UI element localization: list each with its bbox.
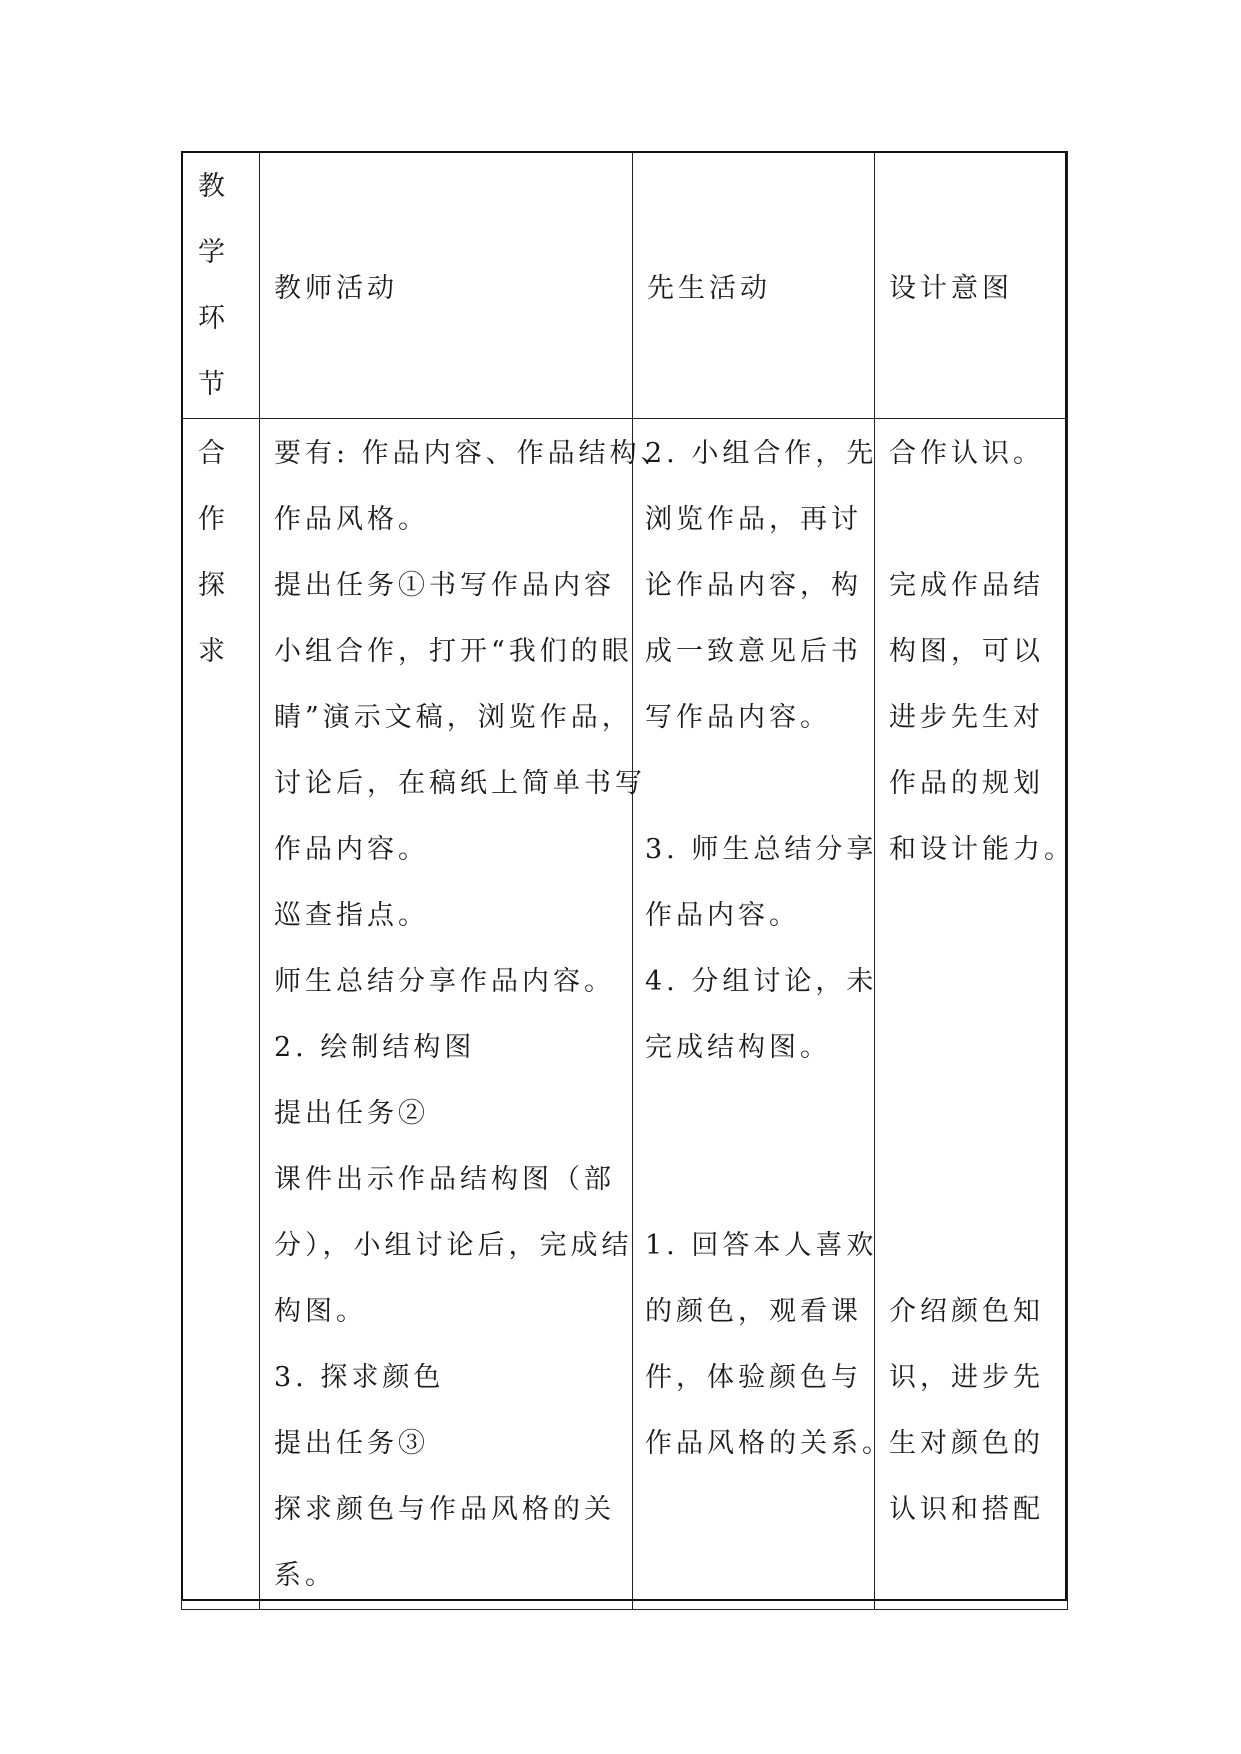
teacher-line: 作品风格。 <box>274 504 429 535</box>
header-stage-char: 学 <box>198 237 229 268</box>
teacher-line: 提出任务①书写作品内容 <box>274 570 615 601</box>
header-teacher-label: 教师活动 <box>274 272 398 304</box>
teacher-line: 系。 <box>274 1560 336 1591</box>
student-line: 的颜色，观看课 <box>645 1296 862 1327</box>
student-block-2 <box>645 817 878 1081</box>
header-teacher-cell <box>260 152 633 419</box>
header-stage-char: 节 <box>198 369 229 400</box>
teacher-line: 作品内容。 <box>274 834 429 865</box>
student-line: 作品风格的关系。 <box>645 1428 893 1459</box>
teacher-line: 睛”演示文稿，浏览作品， <box>274 702 633 733</box>
student-line: 2. 小组合作，先 <box>645 438 878 469</box>
student-line: 件，体验颜色与 <box>645 1362 862 1393</box>
teacher-line: 分），小组讨论后，完成结 <box>274 1230 633 1261</box>
stage-label <box>182 419 259 685</box>
teacher-line: 提出任务③ <box>274 1428 429 1459</box>
teacher-line: 探求颜色与作品风格的关 <box>274 1494 615 1525</box>
body-row <box>182 419 1068 1610</box>
design-cell <box>875 419 1075 1610</box>
student-line: 成一致意见后书 <box>645 636 862 667</box>
student-activity-text <box>633 419 893 1477</box>
teacher-line: 要有: 作品内容、作品结构、 <box>274 438 672 469</box>
stage-char: 求 <box>198 636 229 667</box>
student-line: 作品内容。 <box>645 900 800 931</box>
teacher-line: 小组合作，打开“我们的眼 <box>274 636 633 667</box>
header-student-cell <box>633 152 875 419</box>
stage-cell <box>182 419 260 1610</box>
teacher-line: 提出任务② <box>274 1098 429 1129</box>
design-line: 构图，可以 <box>889 636 1044 667</box>
header-stage-char: 环 <box>198 303 229 334</box>
student-line: 论作品内容，构 <box>645 570 862 601</box>
teacher-line: 巡查指点。 <box>274 900 429 931</box>
design-line: 认识和搭配 <box>889 1494 1044 1525</box>
student-line: 完成结构图。 <box>645 1032 831 1063</box>
design-line: 生对颜色的 <box>889 1428 1044 1459</box>
design-line: 合作认识。 <box>889 438 1044 469</box>
design-line: 进步先生对 <box>889 702 1044 733</box>
design-line: 完成作品结 <box>889 570 1044 601</box>
header-design-cell <box>875 152 1068 419</box>
teacher-line: 3. 探求颜色 <box>274 1362 445 1393</box>
teacher-cell <box>260 419 672 1610</box>
teacher-line: 构图。 <box>274 1296 367 1327</box>
design-line: 介绍颜色知 <box>889 1296 1044 1327</box>
design-line: 和设计能力。 <box>889 834 1075 865</box>
stage-char: 探 <box>198 570 229 601</box>
design-block-2 <box>889 553 1075 883</box>
teacher-line: 2. 绘制结构图 <box>274 1032 476 1063</box>
design-intent-text <box>875 419 1075 1543</box>
header-stage-cell <box>182 152 260 419</box>
student-block-3 <box>645 1213 893 1477</box>
lesson-plan-table <box>181 151 1075 1610</box>
student-line: 写作品内容。 <box>645 702 831 733</box>
student-line: 1. 回答本人喜欢 <box>645 1230 878 1261</box>
stage-char: 合 <box>198 438 229 469</box>
student-line: 浏览作品，再讨 <box>645 504 862 535</box>
header-stage-label <box>182 152 259 418</box>
header-student-label: 先生活动 <box>647 272 771 304</box>
design-block-1 <box>889 421 1067 487</box>
teacher-line: 师生总结分享作品内容。 <box>274 966 615 997</box>
header-stage-char: 教 <box>198 171 229 202</box>
header-row <box>182 152 1068 419</box>
header-design-label: 设计意图 <box>889 272 1013 304</box>
student-block-1 <box>645 421 878 751</box>
teacher-line: 课件出示作品结构图（部 <box>274 1164 615 1195</box>
teacher-activity-text <box>260 419 672 1609</box>
student-line: 4. 分组讨论，未 <box>645 966 878 997</box>
student-line: 3. 师生总结分享 <box>645 834 878 865</box>
teacher-line: 讨论后，在稿纸上简单书写 <box>274 768 646 799</box>
design-line: 识，进步先 <box>889 1362 1044 1393</box>
design-block-3 <box>889 1279 1067 1543</box>
student-cell <box>633 419 893 1610</box>
stage-char: 作 <box>198 504 229 535</box>
design-line: 作品的规划 <box>889 768 1044 799</box>
